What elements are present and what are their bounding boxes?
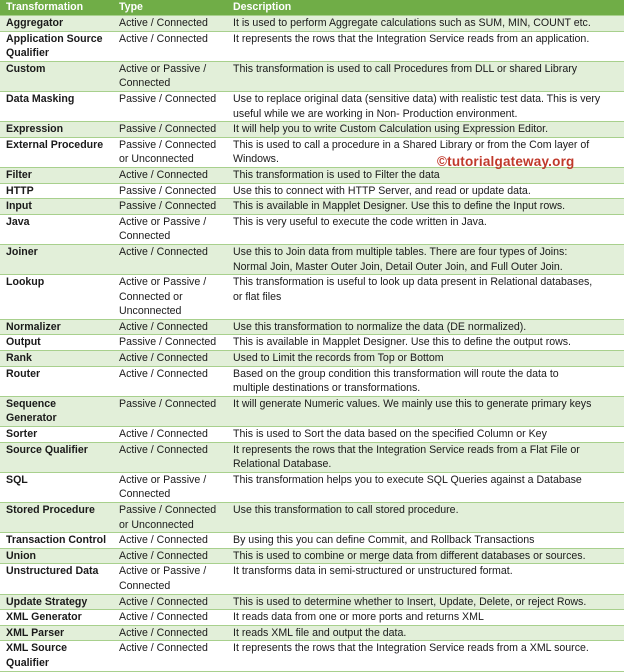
cell-type: Active or Passive / Connected	[113, 472, 227, 502]
cell-type: Active or Passive / Connected or Unconnected	[113, 275, 227, 320]
table-row	[0, 564, 624, 594]
cell-transformation: Rank	[0, 351, 113, 367]
table-body	[0, 16, 624, 672]
header-type: Type	[113, 0, 227, 16]
table-row	[0, 548, 624, 564]
table-row	[0, 61, 624, 91]
header-transformation: Transformation	[0, 0, 113, 16]
cell-transformation: Filter	[0, 167, 113, 183]
cell-type: Passive / Connected or Unconnected	[113, 503, 227, 533]
cell-transformation: Update Strategy	[0, 594, 113, 610]
cell-transformation: Lookup	[0, 275, 113, 320]
cell-transformation: Output	[0, 335, 113, 351]
cell-description: It is used to perform Aggregate calculations such as SUM, MIN, COUNT etc.	[227, 16, 624, 32]
cell-transformation: Unstructured Data	[0, 564, 113, 594]
table-row	[0, 275, 624, 320]
cell-type: Active / Connected	[113, 641, 227, 671]
cell-transformation: SQL	[0, 472, 113, 502]
cell-transformation: Joiner	[0, 244, 113, 274]
table-row	[0, 199, 624, 215]
cell-transformation: XML Parser	[0, 625, 113, 641]
cell-description: It will help you to write Custom Calculation using Expression Editor.	[227, 122, 624, 138]
table-row	[0, 167, 624, 183]
cell-type: Active / Connected	[113, 319, 227, 335]
cell-type: Active or Passive / Connected	[113, 61, 227, 91]
cell-transformation: Transaction Control	[0, 533, 113, 549]
cell-type: Active / Connected	[113, 610, 227, 626]
cell-transformation: Source Qualifier	[0, 442, 113, 472]
cell-description: This is used to Sort the data based on the specified Column or Key	[227, 427, 624, 443]
table-row	[0, 351, 624, 367]
table-row	[0, 503, 624, 533]
table-row	[0, 427, 624, 443]
table-row	[0, 625, 624, 641]
table-row	[0, 244, 624, 274]
cell-transformation: Sorter	[0, 427, 113, 443]
cell-description: It reads data from one or more ports and returns XML	[227, 610, 624, 626]
table-row	[0, 610, 624, 626]
cell-description: It represents the rows that the Integration Service reads from an application.	[227, 31, 624, 61]
cell-description: Based on the group condition this transformation will route the data to multiple destinations or transformations.	[227, 366, 624, 396]
cell-transformation: XML Generator	[0, 610, 113, 626]
cell-transformation: Aggregator	[0, 16, 113, 32]
cell-type: Active / Connected	[113, 533, 227, 549]
table-row	[0, 16, 624, 32]
table-row	[0, 366, 624, 396]
cell-transformation: Sequence Generator	[0, 396, 113, 426]
cell-description: This is used to combine or merge data from different databases or sources.	[227, 548, 624, 564]
cell-transformation: Custom	[0, 61, 113, 91]
cell-type: Active / Connected	[113, 594, 227, 610]
cell-description: This is available in Mapplet Designer. Use this to define the Input rows.	[227, 199, 624, 215]
table-row	[0, 122, 624, 138]
cell-description: Use this to connect with HTTP Server, and read or update data.	[227, 183, 624, 199]
watermark: ©tutorialgateway.org	[437, 154, 575, 169]
cell-description: It represents the rows that the Integration Service reads from a XML source.	[227, 641, 624, 671]
table-row	[0, 183, 624, 199]
cell-transformation: Expression	[0, 122, 113, 138]
cell-description: Use this transformation to normalize the data (DE normalized).	[227, 319, 624, 335]
cell-type: Active / Connected	[113, 625, 227, 641]
cell-type: Active / Connected	[113, 427, 227, 443]
cell-type: Active / Connected	[113, 167, 227, 183]
table-row	[0, 319, 624, 335]
cell-description: It reads XML file and output the data.	[227, 625, 624, 641]
cell-transformation: Normalizer	[0, 319, 113, 335]
table-row	[0, 442, 624, 472]
cell-description: This is used to determine whether to Insert, Update, Delete, or reject Rows.	[227, 594, 624, 610]
cell-type: Passive / Connected	[113, 183, 227, 199]
cell-type: Active or Passive / Connected	[113, 564, 227, 594]
cell-type: Active / Connected	[113, 16, 227, 32]
table-row	[0, 594, 624, 610]
cell-transformation: Stored Procedure	[0, 503, 113, 533]
header-row	[0, 0, 624, 16]
table-row	[0, 641, 624, 671]
cell-description: Use this transformation to call stored procedure.	[227, 503, 624, 533]
cell-description: It represents the rows that the Integration Service reads from a Flat File or Relational Database.	[227, 442, 624, 472]
table-row	[0, 533, 624, 549]
cell-description: It transforms data in semi-structured or unstructured format.	[227, 564, 624, 594]
cell-description: Use to replace original data (sensitive data) with realistic test data. This is very useful while we are working in Non- Production environment.	[227, 91, 624, 121]
cell-description: This transformation helps you to execute SQL Queries against a Database	[227, 472, 624, 502]
cell-description: This transformation is used to Filter the data	[227, 167, 624, 183]
cell-transformation: XML Source Qualifier	[0, 641, 113, 671]
cell-description: By using this you can define Commit, and Rollback Transactions	[227, 533, 624, 549]
cell-transformation: Input	[0, 199, 113, 215]
cell-type: Active / Connected	[113, 366, 227, 396]
cell-description: Use this to Join data from multiple tables. There are four types of Joins: Normal Join, Master Outer Join, Detail Outer Join, and Full Outer Join.	[227, 244, 624, 274]
cell-type: Passive / Connected	[113, 199, 227, 215]
cell-type: Passive / Connected	[113, 335, 227, 351]
cell-type: Active / Connected	[113, 442, 227, 472]
cell-type: Active / Connected	[113, 351, 227, 367]
cell-transformation: External Procedure	[0, 137, 113, 167]
cell-type: Active / Connected	[113, 244, 227, 274]
table-row	[0, 335, 624, 351]
table-row	[0, 91, 624, 121]
table-row	[0, 31, 624, 61]
cell-transformation: Router	[0, 366, 113, 396]
cell-transformation: Java	[0, 214, 113, 244]
cell-description: This is very useful to execute the code written in Java.	[227, 214, 624, 244]
table-row	[0, 214, 624, 244]
cell-transformation: Application Source Qualifier	[0, 31, 113, 61]
cell-type: Passive / Connected	[113, 91, 227, 121]
header-description: Description	[227, 0, 624, 16]
cell-type: Active / Connected	[113, 31, 227, 61]
cell-description: This is used to call a procedure in a Shared Library or from the Com layer of Windows.	[227, 137, 624, 167]
cell-description: This transformation is used to call Procedures from DLL or shared Library	[227, 61, 624, 91]
cell-type: Passive / Connected	[113, 122, 227, 138]
table-row	[0, 396, 624, 426]
table-row	[0, 472, 624, 502]
cell-type: Passive / Connected	[113, 396, 227, 426]
cell-description: It will generate Numeric values. We mainly use this to generate primary keys	[227, 396, 624, 426]
cell-description: Used to Limit the records from Top or Bottom	[227, 351, 624, 367]
cell-transformation: HTTP	[0, 183, 113, 199]
cell-type: Active or Passive / Connected	[113, 214, 227, 244]
cell-type: Active / Connected	[113, 548, 227, 564]
cell-description: This transformation is useful to look up data present in Relational databases, or flat files	[227, 275, 624, 320]
cell-transformation: Union	[0, 548, 113, 564]
cell-type: Passive / Connected or Unconnected	[113, 137, 227, 167]
cell-description: This is available in Mapplet Designer. Use this to define the output rows.	[227, 335, 624, 351]
cell-transformation: Data Masking	[0, 91, 113, 121]
